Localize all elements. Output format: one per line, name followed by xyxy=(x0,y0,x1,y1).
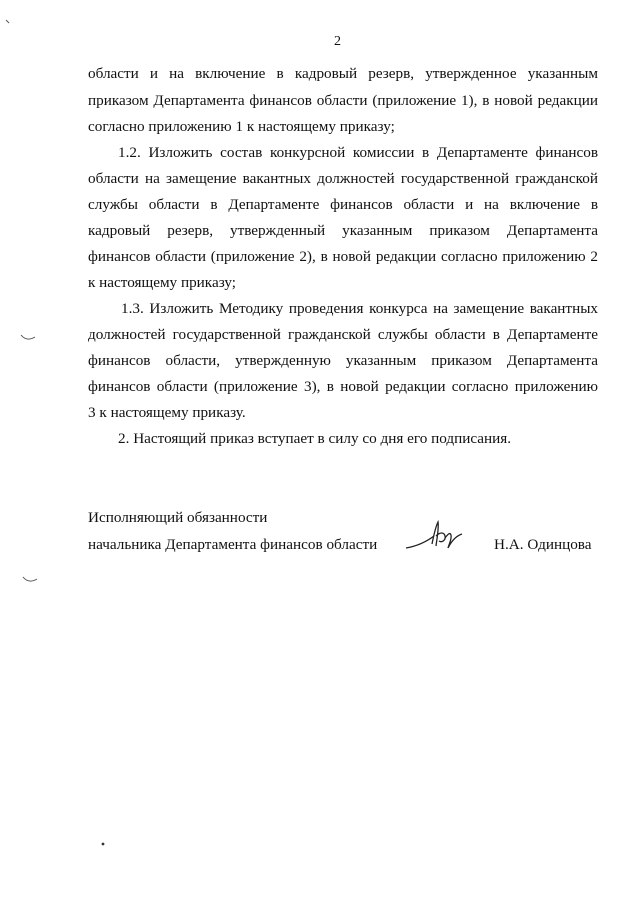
signatory-name: Н.А. Одинцова xyxy=(494,536,592,553)
body-line: финансов области (приложение 2), в новой редакции согласно приложению 2 xyxy=(88,248,598,265)
body-line: финансов области (приложение 3), в новой редакции согласно приложению xyxy=(88,378,598,395)
body-line: к настоящему приказу; xyxy=(88,274,236,291)
body-line: согласно приложению 1 к настоящему приказу; xyxy=(88,118,395,135)
handwritten-signature xyxy=(404,518,468,554)
body-line: должностей государственной гражданской службы области в Департаменте xyxy=(88,326,598,343)
signatory-position-line1: Исполняющий обязанности xyxy=(88,509,268,526)
page-number: 2 xyxy=(334,34,341,49)
body-line: 1.2. Изложить состав конкурсной комиссии в Департаменте финансов xyxy=(118,144,598,161)
scan-mark xyxy=(20,334,36,342)
scan-dot xyxy=(100,841,106,847)
body-line: службы области в Департаменте финансов области и на включение в xyxy=(88,196,598,213)
signatory-position-line2: начальника Департамента финансов области xyxy=(88,536,378,553)
body-line: 2. Настоящий приказ вступает в силу со дня его подписания. xyxy=(118,430,512,447)
body-line: 1.3. Изложить Методику проведения конкурса на замещение вакантных xyxy=(121,300,598,317)
body-line: области и на включение в кадровый резерв, утвержденное указанным xyxy=(88,65,598,82)
body-line: 3 к настоящему приказу. xyxy=(88,404,246,421)
body-line: финансов области, утвержденную указанным приказом Департамента xyxy=(88,352,598,369)
scan-mark xyxy=(22,576,38,584)
body-line: приказом Департамента финансов области (приложение 1), в новой редакции xyxy=(88,92,598,109)
scan-mark xyxy=(4,18,12,26)
body-line: кадровый резерв, утвержденный указанным приказом Департамента xyxy=(88,222,598,239)
body-line: области на замещение вакантных должностей государственной гражданской xyxy=(88,170,598,187)
